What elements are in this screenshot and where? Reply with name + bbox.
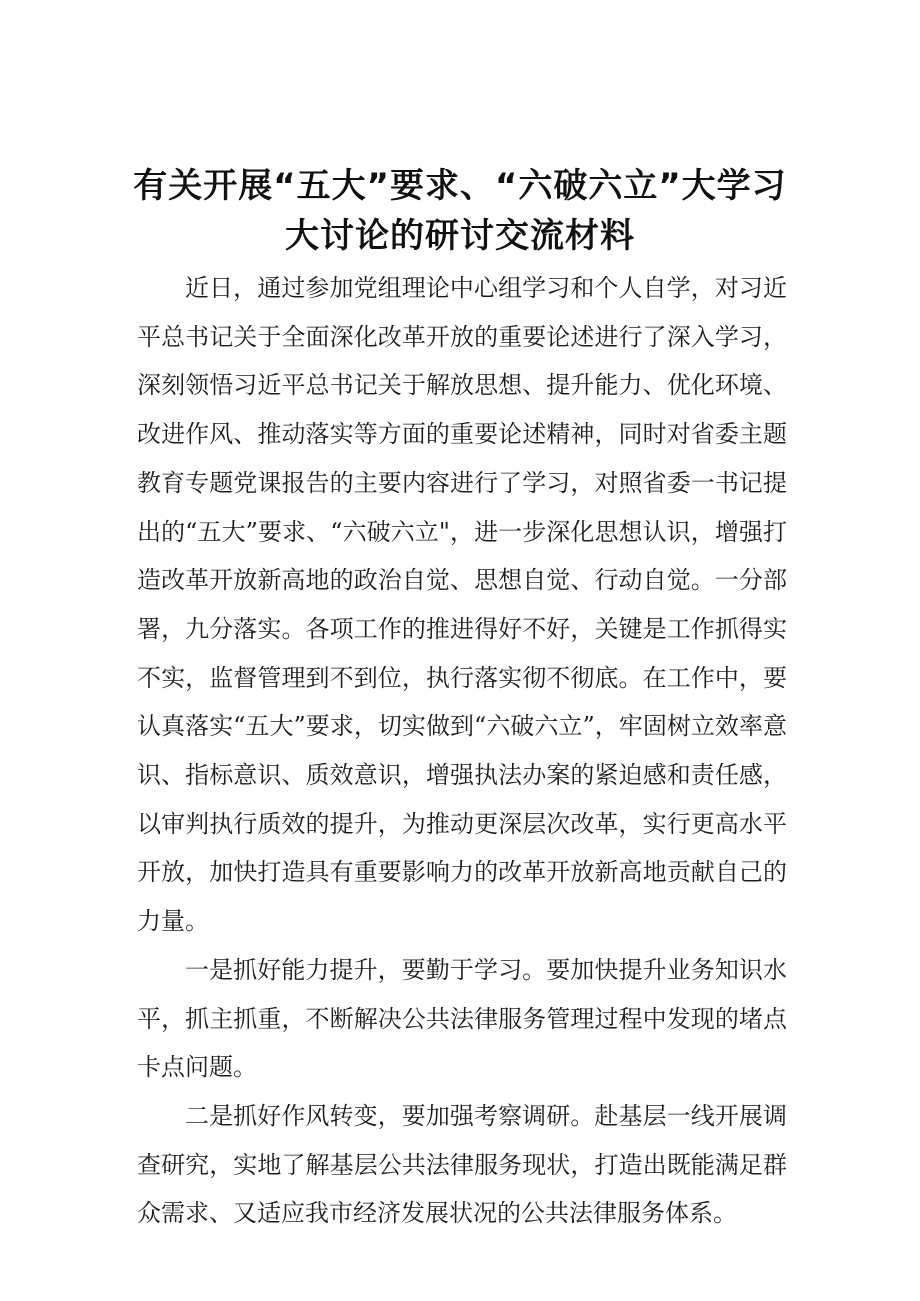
document-title xyxy=(100,161,820,261)
paragraph-intro: 近日，通过参加党组理论中心组学习和个人自学，对习近平总书记关于全面深化改革开放的重要论述进行了深入学习，深刻领悟习近平总书记关于解放思想、提升能力、优化环境、改进作风、推动落实等方面的重要论述精神，同时对省委主题教育专题党课报告的主要内容进行了学习，对照省委一书记提出的“五大”要求、“六破六立"，进一步深化思想认识，增强打造改革开放新高地的政治自觉、思想自觉、行动自觉。一分部署，九分落实。各项工作的推进得好不好，关键是工作抓得实不实，监督管理到不到位，执行落实彻不彻底。在工作中，要认真落实“五大”要求，切实做到“六破六立”，牢固树立效率意识、指标意识、质效意识，增强执法办案的紧迫感和责任感，以审判执行质效的提升，为推动更深层次改革，实行更高水平开放，加快打造具有重要影响力的改革开放新高地贡献自己的力量。 xyxy=(137,274,787,936)
paragraph-style: 二是抓好作风转变，要加强考察调研。赴基层一线开展调查研究，实地了解基层公共法律服务现状，打造出既能满足群众需求、又适应我市经济发展状况的公共法律服务体系。 xyxy=(137,1101,787,1228)
paragraph-ability: 一是抓好能力提升，要勤于学习。要加快提升业务知识水平，抓主抓重，不断解决公共法律服务管理过程中发现的堵点卡点问题。 xyxy=(137,955,787,1082)
title-line-1: 有关开展“五大”要求、“六破六立”大学习 xyxy=(133,165,787,206)
title-line-2: 大讨论的研讨交流材料 xyxy=(285,215,635,256)
document-body xyxy=(137,264,787,1238)
